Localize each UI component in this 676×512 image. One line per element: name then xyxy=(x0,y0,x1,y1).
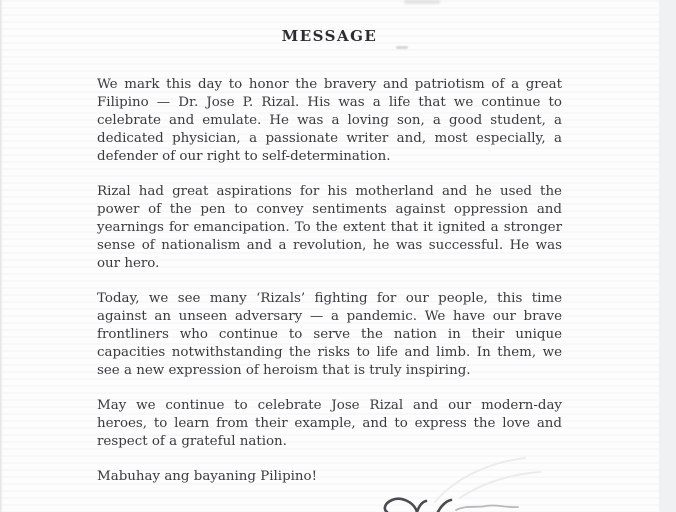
signature-stroke-icon xyxy=(360,440,640,512)
message-body xyxy=(97,76,562,486)
closing-line: Mabuhay ang bayaning Pilipino! xyxy=(97,469,317,484)
scanner-background-strip xyxy=(659,0,676,512)
scan-smudge-mid xyxy=(396,46,408,49)
paragraph-1: We mark this day to honor the bravery and patriotism of a great Filipino — Dr. Jose P. Rizal. His was a life that we continue to celebrate and emulate. He was a loving son, a good student, a dedicated physician, a passionate writer and, most especially, a defender of our right to self-determination. xyxy=(97,77,562,164)
scan-smudge-top xyxy=(404,0,440,4)
paragraph-4: May we continue to celebrate Jose Rizal and our modern-day heroes, to learn from their example, and to express the love and respect of a grateful nation. xyxy=(97,398,562,449)
page-left-edge-shadow xyxy=(0,0,3,512)
paragraph-2: Rizal had great aspirations for his motherland and he used the power of the pen to convey sentiments against oppression and yearnings for emancipation. To the extent that it ignited a stronger sense of nationalism and a revolution, he was successful. He was our hero. xyxy=(97,184,562,271)
page-title: MESSAGE xyxy=(281,27,378,45)
paragraph-3: Today, we see many ‘Rizals’ fighting for our people, this time against an unseen adversary — a pandemic. We have our brave frontliners who continue to serve the nation in their unique capacities notwithstanding the risks to life and limb. In them, we see a new expression of heroism that is truly inspiring. xyxy=(97,291,562,378)
